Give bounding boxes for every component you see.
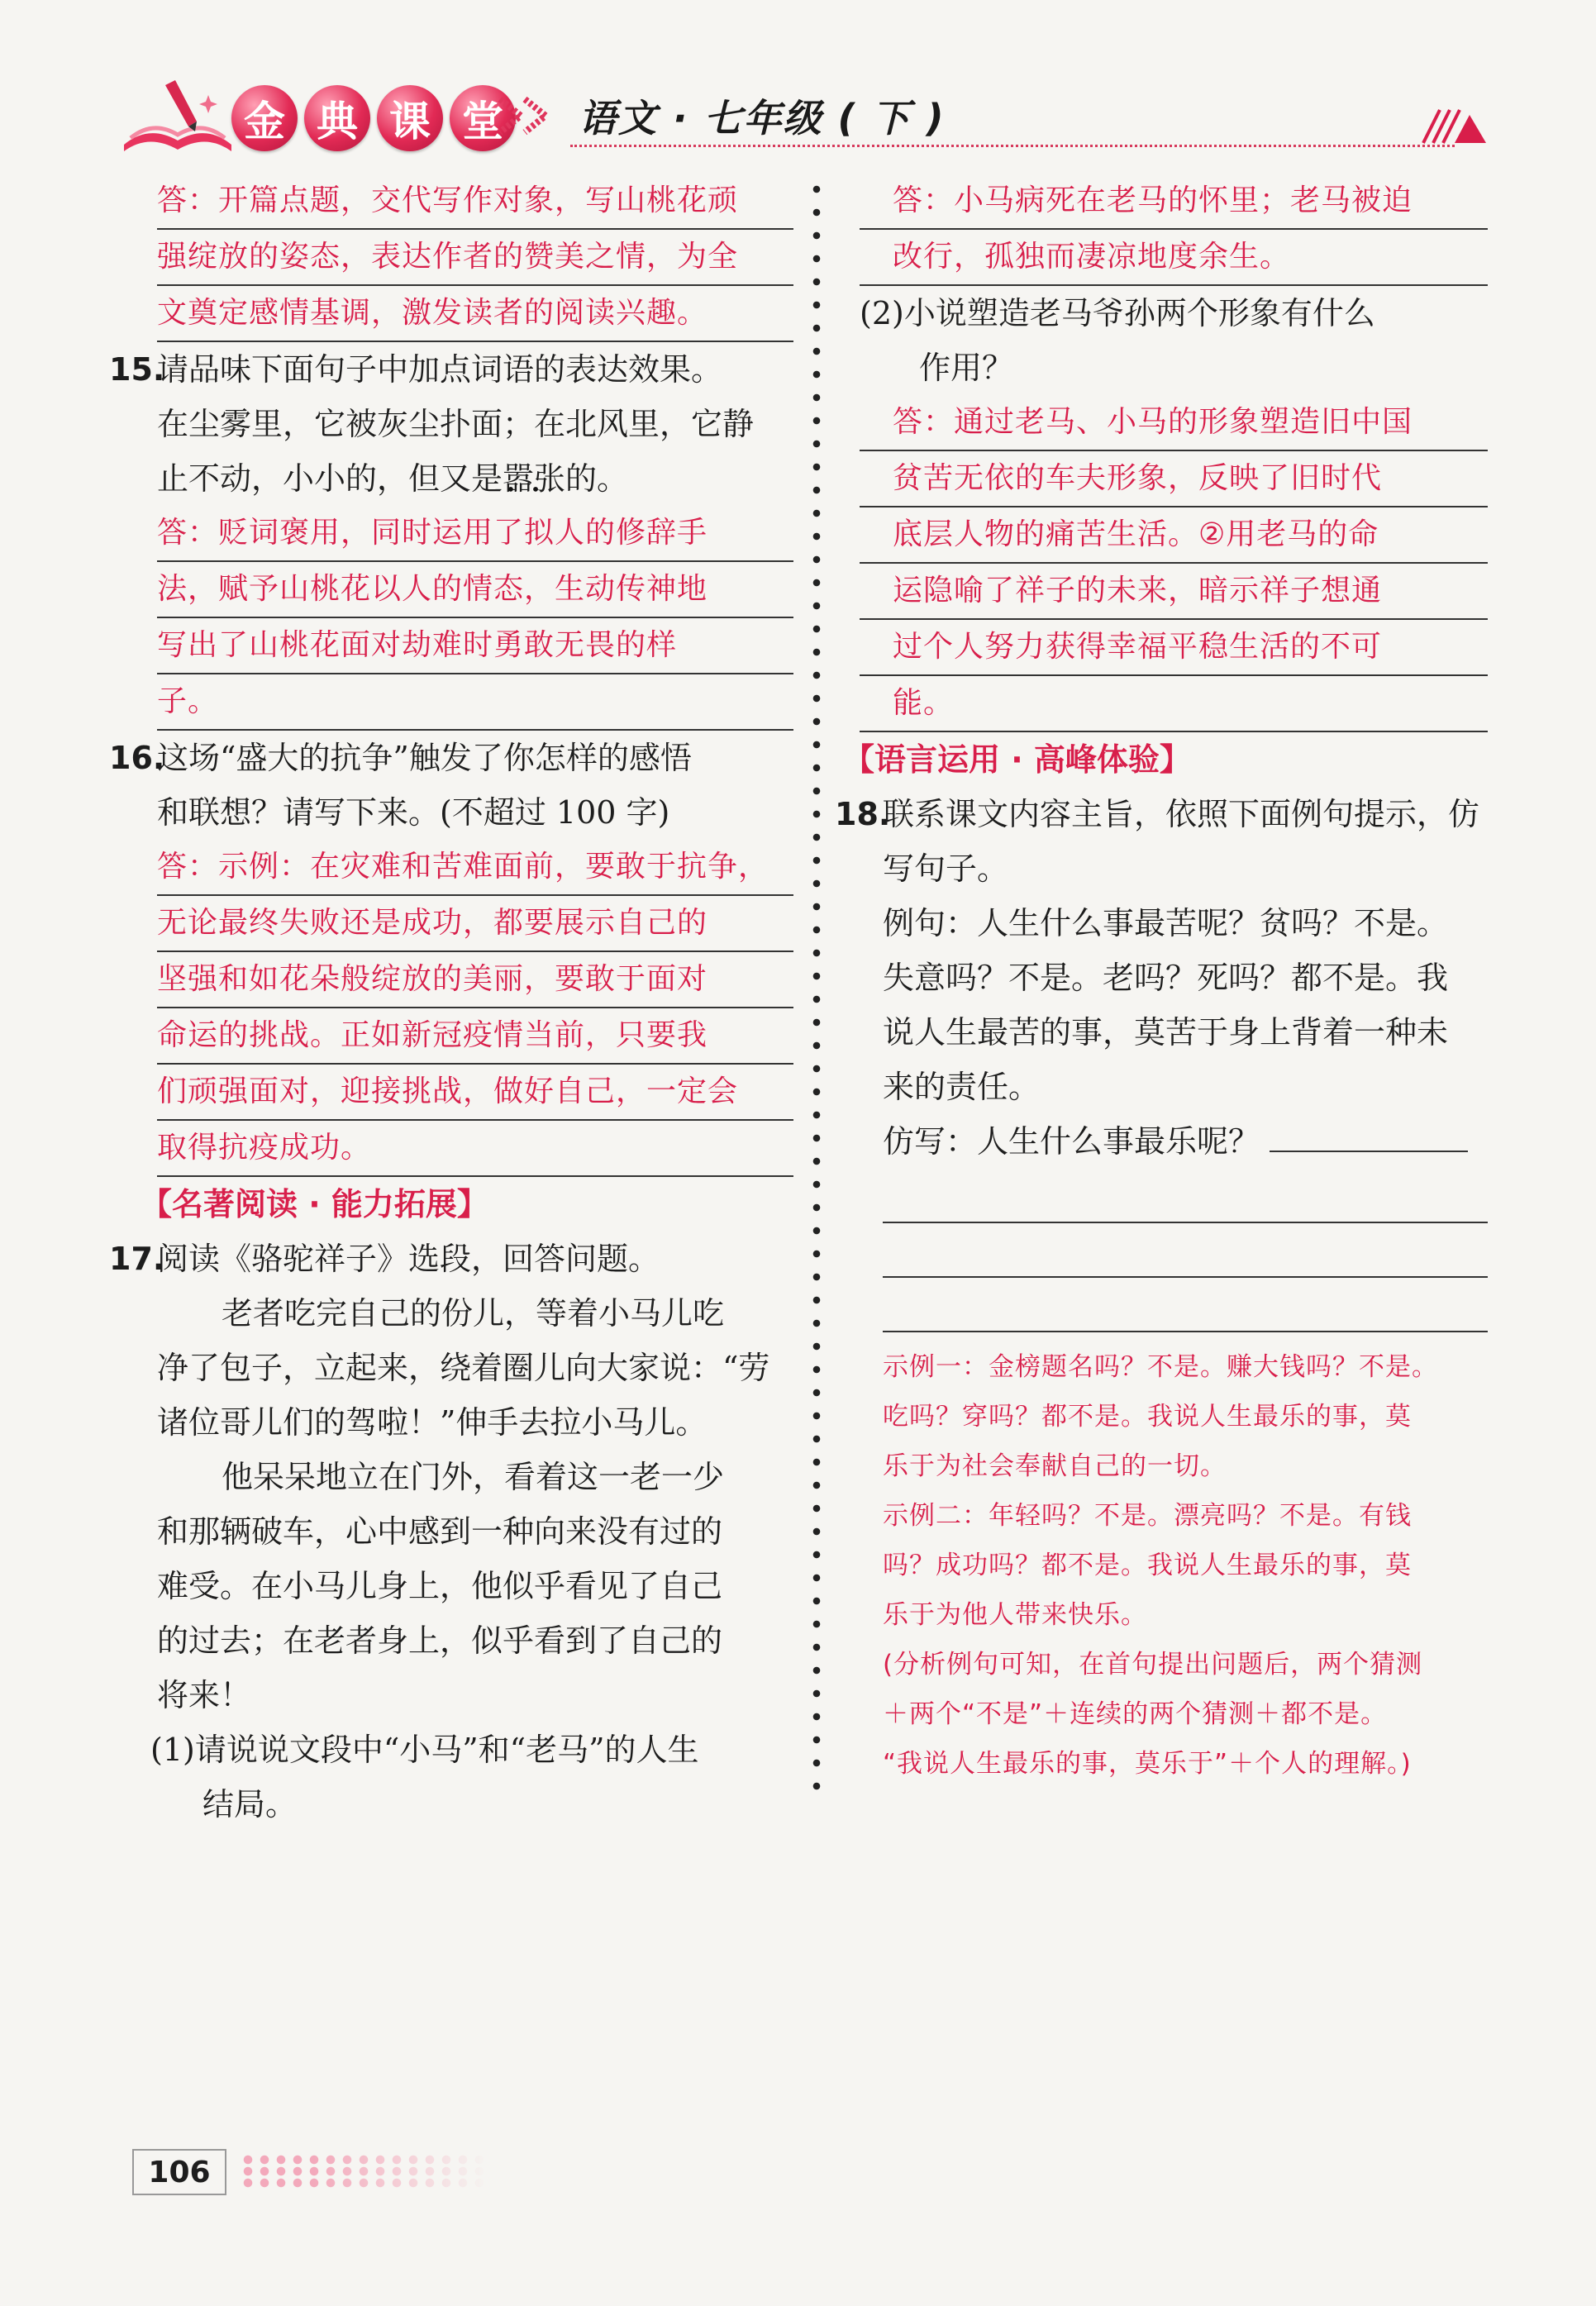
answer-blank-line[interactable] [883, 1169, 1488, 1223]
logo-char: 金 [231, 85, 298, 151]
analysis-line: (分析例句可知，在首句提出问题后，两个猜测 [883, 1650, 1423, 1679]
brand-logo [231, 85, 516, 151]
question-18 [835, 787, 1488, 841]
answer-line: 强绽放的姿态，表达作者的赞美之情，为全 [157, 230, 793, 286]
answer-blank-line[interactable] [883, 1223, 1488, 1278]
answer-line: 答：开篇点题，交代写作对象，写山桃花顽 [157, 174, 793, 230]
answer-blank[interactable] [1270, 1117, 1468, 1152]
answer-line: 们顽强面对，迎接挑战，做好自己，一定会 [157, 1065, 793, 1121]
answer-line: 写出了山桃花面对劫难时勇敢无畏的样 [157, 618, 793, 674]
answer-line: 子。 [157, 674, 793, 731]
sub-question: 作用？ [919, 350, 1014, 386]
question-text: 阅读《骆驼祥子》选段，回答问题。 [157, 1241, 660, 1277]
section-heading: 【语言运用 · 高峰体验】 [843, 741, 1191, 778]
sample-answer-line: 吃吗？穿吗？都不是。我说人生最乐的事，莫 [883, 1402, 1412, 1432]
passage-line: 净了包子，立起来，绕着圈儿向大家说：“劳 [157, 1350, 770, 1386]
double-chevron-icon [496, 95, 570, 136]
logo-char: 典 [304, 85, 370, 151]
question-number: 18. [835, 796, 891, 832]
right-column [835, 174, 1488, 1789]
example-line: 例句：人生什么事最苦呢？贫吗？不是。 [883, 905, 1449, 941]
question-text: 在尘雾里，它被灰尘扑面；在北风里，它静 [157, 406, 755, 442]
question-15 [109, 342, 793, 397]
header-divider [570, 145, 1455, 147]
book-pen-logo-icon [116, 79, 240, 157]
answer-line: 文奠定感情基调，激发读者的阅读兴趣。 [157, 286, 793, 342]
question-16 [109, 731, 793, 785]
sample-answer-line: 示例一：金榜题名吗？不是。赚大钱吗？不是。 [883, 1352, 1438, 1382]
answer-line: 答：小马病死在老马的怀里；老马被迫 [860, 174, 1488, 230]
answer-line: 取得抗疫成功。 [157, 1121, 793, 1177]
passage-line: 的过去；在老者身上，似乎看到了自己的 [157, 1622, 723, 1659]
emphasized-words: 嚣张 • • [503, 460, 565, 497]
question-number: 16. [109, 740, 165, 776]
sample-answer-line: 乐于为他人带来快乐。 [883, 1600, 1147, 1630]
question-text-part: 止不动，小小的，但又是 [157, 460, 503, 497]
answer-line: 贫苦无依的车夫形象，反映了旧时代 [860, 451, 1488, 507]
logo-char: 课 [377, 85, 443, 151]
answer-line: 法，赋予山桃花以人的情态，生动传神地 [157, 562, 793, 618]
passage-line: 和那辆破车，心中感到一种向来没有过的 [157, 1513, 723, 1550]
section-heading: 【名著阅读 · 能力拓展】 [141, 1186, 488, 1222]
answer-line: 运隐喻了祥子的未来，暗示祥子想通 [860, 564, 1488, 620]
question-text-part: 的。 [565, 460, 629, 497]
question-text: 写句子。 [883, 850, 1009, 887]
answer-line: 过个人努力获得幸福平稳生活的不可 [860, 620, 1488, 676]
answer-line: 命运的挑战。正如新冠疫情当前，只要我 [157, 1008, 793, 1065]
answer-line: 答：通过老马、小马的形象塑造旧中国 [860, 395, 1488, 451]
example-line: 说人生最苦的事，莫苦于身上背着一种未 [883, 1014, 1449, 1051]
analysis-line: “我说人生最乐的事，莫乐于”＋个人的理解。) [883, 1749, 1412, 1779]
question-text: 和联想？请写下来。(不超过 100 字) [157, 794, 670, 831]
triangle-stripes-icon [1422, 103, 1488, 145]
example-line: 来的责任。 [883, 1069, 1041, 1105]
page-number: 106 [132, 2149, 226, 2195]
question-text [157, 451, 793, 506]
answer-line: 底层人物的痛苦生活。②用老马的命 [860, 507, 1488, 564]
left-column [109, 174, 793, 1832]
sub-question: (2)小说塑造老马爷孙两个形象有什么 [860, 295, 1375, 331]
answer-line: 答：贬词褒用，同时运用了拟人的修辞手 [157, 506, 793, 562]
page-footer [132, 2149, 628, 2199]
example-line: 失意吗？不是。老吗？死吗？都不是。我 [883, 960, 1449, 996]
imitate-label: 仿写：人生什么事最乐呢？ [883, 1123, 1260, 1160]
page-header [107, 79, 1496, 161]
answer-blank-line[interactable] [883, 1278, 1488, 1332]
logo-char: 堂 [450, 85, 516, 151]
sub-question: 结局。 [202, 1786, 298, 1822]
question-number: 15. [109, 351, 165, 388]
answer-line: 坚强和如花朵般绽放的美丽，要敢于面对 [157, 952, 793, 1008]
answer-line: 答：示例：在灾难和苦难面前，要敢于抗争， [157, 840, 793, 896]
imitate-prompt [860, 1114, 1488, 1169]
question-text: 联系课文内容主旨，依照下面例句提示，仿 [883, 796, 1480, 832]
passage-line: 诸位哥儿们的驾啦！”伸手去拉小马儿。 [157, 1404, 707, 1441]
question-number: 17. [109, 1241, 165, 1277]
subject-title: 语文 · 七年级 ( 下 ) [579, 96, 946, 141]
answer-line: 无论最终失败还是成功，都要展示自己的 [157, 896, 793, 952]
dot-pattern-decoration [240, 2154, 488, 2189]
sample-answer-line: 吗？成功吗？都不是。我说人生最乐的事，莫 [883, 1551, 1412, 1580]
question-text: 这场“盛大的抗争”触发了你怎样的感悟 [157, 740, 692, 776]
answer-line: 能。 [860, 676, 1488, 732]
question-17 [109, 1232, 793, 1286]
column-divider [808, 178, 825, 1798]
sample-answer-line: 示例二：年轻吗？不是。漂亮吗？不是。有钱 [883, 1501, 1412, 1531]
sample-answer-line: 乐于为社会奉献自己的一切。 [883, 1451, 1227, 1481]
sub-question: (1)请说说文段中“小马”和“老马”的人生 [150, 1732, 699, 1768]
passage-line: 将来！ [157, 1677, 252, 1713]
passage-line: 他呆呆地立在门外，看着这一老一少 [222, 1459, 725, 1495]
analysis-line: ＋两个“不是”＋连续的两个猜测＋都不是。 [883, 1699, 1388, 1729]
passage-line: 难受。在小马儿身上，他似乎看见了自己 [157, 1568, 723, 1604]
answer-line: 改行，孤独而凄凉地度余生。 [860, 230, 1488, 286]
question-text: 请品味下面句子中加点词语的表达效果。 [157, 351, 723, 388]
passage-line: 老者吃完自己的份儿，等着小马儿吃 [222, 1295, 725, 1332]
